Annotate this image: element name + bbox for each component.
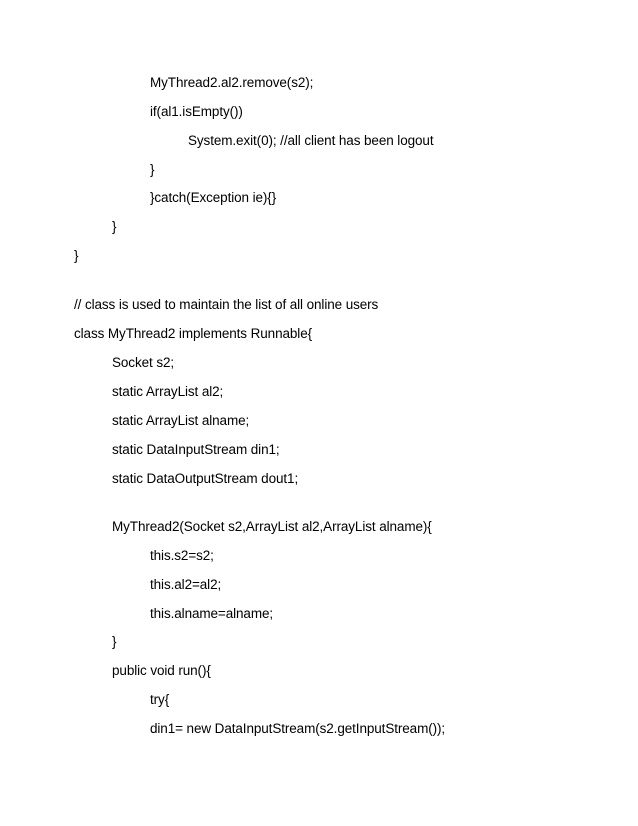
code-line: public void run(){ [112,663,211,678]
code-line: System.exit(0); //all client has been logout [188,133,434,148]
code-line: }catch(Exception ie){} [150,190,277,205]
code-line: this.s2=s2; [150,548,214,563]
code-line: Socket s2; [112,355,175,370]
code-line: } [74,248,79,263]
code-line: } [150,162,155,177]
code-line: static ArrayList alname; [112,413,250,428]
code-line: this.al2=al2; [150,577,222,592]
code-line: din1= new DataInputStream(s2.getInputStream()); [150,721,446,736]
code-line: static ArrayList al2; [112,384,224,399]
code-line: static DataOutputStream dout1; [112,471,299,486]
code-line: MyThread2.al2.remove(s2); [150,75,314,90]
code-line: MyThread2(Socket s2,ArrayList al2,ArrayList alname){ [112,519,432,534]
code-line: } [112,634,117,649]
code-comment: // class is used to maintain the list of all online users [74,297,379,312]
code-line: } [112,219,117,234]
code-line: static DataInputStream din1; [112,442,280,457]
code-line: try{ [150,692,170,707]
code-line: if(al1.isEmpty()) [150,104,243,119]
code-line: class MyThread2 implements Runnable{ [74,326,313,341]
code-line: this.alname=alname; [150,606,274,621]
